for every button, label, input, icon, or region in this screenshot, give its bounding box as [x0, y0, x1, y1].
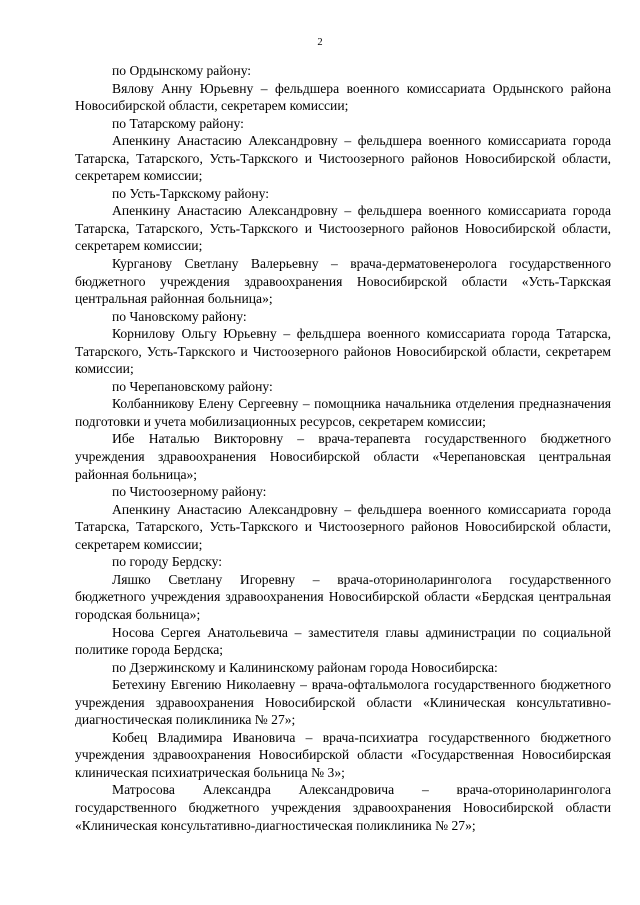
- district-heading-cherepanovsky: по Черепановскому району:: [112, 378, 273, 394]
- district-heading-berdsk: по городу Бердску:: [112, 554, 223, 570]
- member-paragraph: Ибе Наталью Викторовну – врача-терапевта государственного бюджетного учреждения здравоохранения Новосибирской области «Черепановская центральная районная больница»;: [75, 431, 611, 482]
- district-heading-dzerzhinsky-kalininsky: по Дзержинскому и Калининскому районам города Новосибирска:: [112, 659, 498, 675]
- member-paragraph: Апенкину Анастасию Александровну – фельдшера военного комиссариата города Татарска, Татарского, Усть-Таркского и Чистоозерного районов Новосибирской области, секретарем комиссии;: [75, 501, 611, 552]
- member-paragraph: Ляшко Светлану Игоревну – врача-оториноларинголога государственного бюджетного учреждения здравоохранения Новосибирской области «Бердская центральная городская больница»;: [75, 571, 611, 622]
- district-heading-ordynsky: по Ордынскому району:: [112, 63, 252, 78]
- district-heading-chanovsky: по Чановскому району:: [112, 308, 247, 324]
- member-paragraph: Курганову Светлану Валерьевну – врача-дерматовенеролога государственного бюджетного учреждения здравоохранения Новосибирской области «Усть-Таркская центральная районная больница»;: [75, 256, 611, 307]
- member-paragraph: Корнилову Ольгу Юрьевну – фельдшера военного комиссариата города Татарска, Татарского, Усть-Таркского и Чистоозерного районов Новосибирской области, секретарем комиссии;: [75, 326, 611, 377]
- member-paragraph: Бетехину Евгению Николаевну – врача-офтальмолога государственного бюджетного учреждения здравоохранения Новосибирской области «Клиническая консультативно-диагностическая поликлиника № 27»;: [75, 677, 611, 728]
- member-paragraph: Матросова Александра Александровича – врача-оториноларинголога государственного бюджетного учреждения здравоохранения Новосибирской области «Клиническая консультативно-диагностическая поликлиника № 27»;: [75, 782, 611, 833]
- member-paragraph: Колбанникову Елену Сергеевну – помощника начальника отделения предназначения подготовки и учета мобилизационных ресурсов, секретарем комиссии;: [75, 396, 611, 429]
- member-paragraph: Апенкину Анастасию Александровну – фельдшера военного комиссариата города Татарска, Татарского, Усть-Таркского и Чистоозерного районов Новосибирской области, секретарем комиссии;: [75, 133, 611, 184]
- member-paragraph: Вялову Анну Юрьевну – фельдшера военного комиссариата Ордынского района Новосибирской области, секретарем комиссии;: [75, 80, 611, 114]
- district-heading-chistoozerny: по Чистоозерному району:: [112, 484, 267, 500]
- district-heading-tatarsky: по Татарскому району:: [112, 115, 244, 131]
- member-paragraph: Апенкину Анастасию Александровну – фельдшера военного комиссариата города Татарска, Татарского, Усть-Таркского и Чистоозерного районов Новосибирской области, секретарем комиссии;: [75, 203, 611, 254]
- member-paragraph: Носова Сергея Анатольевича – заместителя главы администрации по социальной политике города Бердска;: [75, 624, 611, 658]
- district-heading-ust-tarksky: по Усть-Таркскому району:: [112, 185, 270, 201]
- member-paragraph: Кобец Владимира Ивановича – врача-психиатра государственного бюджетного учреждения здравоохранения Новосибирской области «Государственная Новосибирская клиническая психиатрическая больница № 3»;: [75, 729, 611, 780]
- document-body: [75, 62, 611, 834]
- page-number: 2: [317, 37, 323, 48]
